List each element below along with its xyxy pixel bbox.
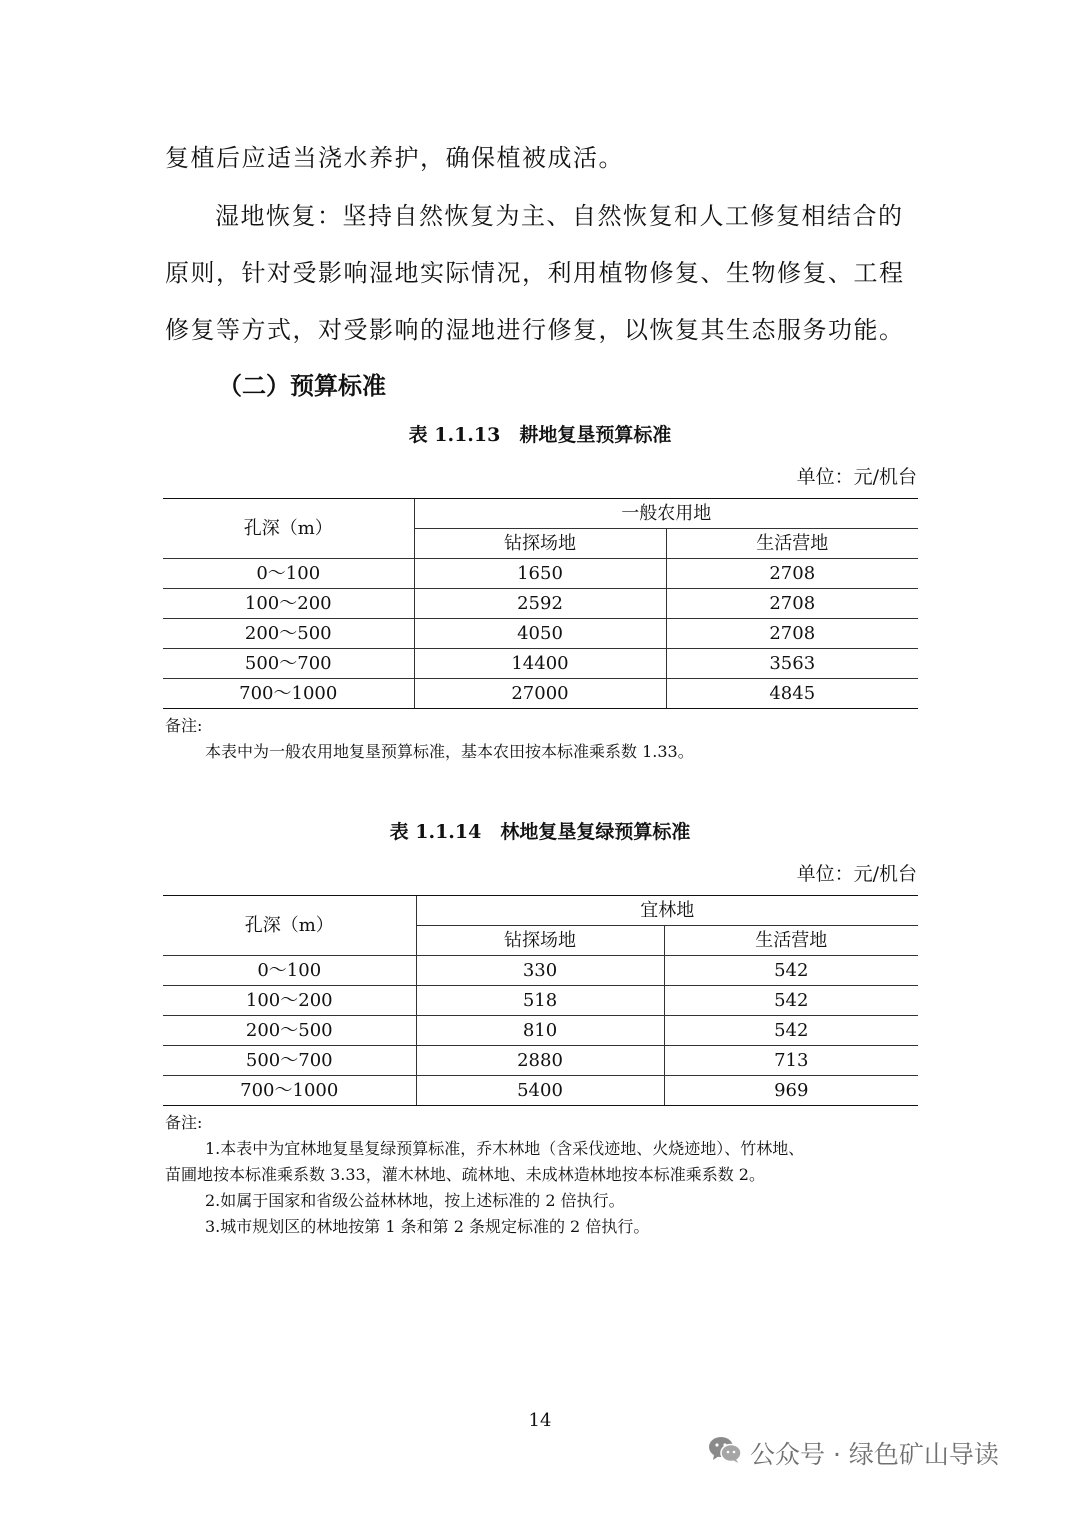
table-row bbox=[163, 619, 918, 649]
watermark-text: 公众号 · 绿色矿山导读 bbox=[750, 1440, 999, 1469]
table-row bbox=[163, 986, 918, 1016]
table1-unit: 单位：元/机台 bbox=[796, 466, 917, 488]
note-title: 备注: bbox=[165, 1113, 203, 1132]
camp-cell: 713 bbox=[664, 1046, 918, 1076]
table-row bbox=[163, 679, 918, 709]
note-line: 本表中为一般农用地复垦预算标准，基本农田按本标准乘系数 1.33。 bbox=[205, 742, 694, 761]
table2-unit: 单位：元/机台 bbox=[796, 863, 917, 885]
drill-cell: 810 bbox=[416, 1016, 664, 1046]
depth-cell: 200～500 bbox=[163, 619, 414, 649]
table2-group-header: 宜林地 bbox=[416, 896, 918, 926]
note-line: 2.如属于国家和省级公益林林地，按上述标准的 2 倍执行。 bbox=[205, 1191, 625, 1210]
drill-cell: 14400 bbox=[414, 649, 666, 679]
table2-col-camp-header: 生活营地 bbox=[664, 926, 918, 956]
camp-cell: 3563 bbox=[666, 649, 918, 679]
drill-cell: 5400 bbox=[416, 1076, 664, 1106]
wechat-icon bbox=[708, 1435, 742, 1471]
note-line: 3.城市规划区的林地按第 1 条和第 2 条规定标准的 2 倍执行。 bbox=[205, 1217, 650, 1236]
table-row bbox=[163, 1016, 918, 1046]
drill-cell: 1650 bbox=[414, 559, 666, 589]
depth-cell: 200～500 bbox=[163, 1016, 416, 1046]
table2-notes bbox=[165, 1110, 925, 1240]
camp-cell: 2708 bbox=[666, 589, 918, 619]
table-row bbox=[163, 1046, 918, 1076]
depth-cell: 100～200 bbox=[163, 589, 414, 619]
table1-depth-header: 孔深（m） bbox=[163, 499, 414, 559]
table-row bbox=[163, 1076, 918, 1106]
drill-cell: 2880 bbox=[416, 1046, 664, 1076]
camp-cell: 542 bbox=[664, 1016, 918, 1046]
wechat-watermark bbox=[708, 1433, 999, 1473]
depth-cell: 700～1000 bbox=[163, 1076, 416, 1106]
paragraph-continuation: 复植后应适当浇水养护，确保植被成活。 bbox=[165, 144, 624, 172]
depth-cell: 700～1000 bbox=[163, 679, 414, 709]
table2 bbox=[163, 895, 918, 1106]
camp-cell: 4845 bbox=[666, 679, 918, 709]
paragraph-wetland-restoration: 湿地恢复：坚持自然恢复为主、自然恢复和人工修复相结合的原则，针对受影响湿地实际情况，利用植物修复、生物修复、工程修复等方式，对受影响的湿地进行修复，以恢复其生态服务功能。 bbox=[165, 202, 905, 344]
depth-cell: 500～700 bbox=[163, 1046, 416, 1076]
table2-depth-header: 孔深（m） bbox=[163, 896, 416, 956]
drill-cell: 4050 bbox=[414, 619, 666, 649]
note-line: 苗圃地按本标准乘系数 3.33，灌木林地、疏林地、未成林造林地按本标准乘系数 2。 bbox=[165, 1165, 765, 1184]
camp-cell: 2708 bbox=[666, 559, 918, 589]
table-row bbox=[163, 956, 918, 986]
table2-col-drill-header: 钻探场地 bbox=[416, 926, 664, 956]
camp-cell: 2708 bbox=[666, 619, 918, 649]
table-row bbox=[163, 589, 918, 619]
camp-cell: 542 bbox=[664, 986, 918, 1016]
page-number: 14 bbox=[528, 1410, 552, 1431]
depth-cell: 500～700 bbox=[163, 649, 414, 679]
table1 bbox=[163, 498, 918, 709]
note-line: 1.本表中为宜林地复垦复绿预算标准，乔木林地（含采伐迹地、火烧迹地）、竹林地、 bbox=[205, 1139, 805, 1158]
depth-cell: 0～100 bbox=[163, 559, 414, 589]
table1-notes bbox=[165, 713, 925, 765]
section-heading: （二）预算标准 bbox=[218, 371, 386, 400]
drill-cell: 2592 bbox=[414, 589, 666, 619]
table1-caption: 表 1.1.13 耕地复垦预算标准 bbox=[408, 424, 672, 446]
table-row bbox=[163, 649, 918, 679]
camp-cell: 542 bbox=[664, 956, 918, 986]
table2-caption: 表 1.1.14 林地复垦复绿预算标准 bbox=[389, 821, 691, 843]
table1-col-camp-header: 生活营地 bbox=[666, 529, 918, 559]
drill-cell: 330 bbox=[416, 956, 664, 986]
camp-cell: 969 bbox=[664, 1076, 918, 1106]
table-row bbox=[163, 559, 918, 589]
drill-cell: 518 bbox=[416, 986, 664, 1016]
drill-cell: 27000 bbox=[414, 679, 666, 709]
depth-cell: 100～200 bbox=[163, 986, 416, 1016]
depth-cell: 0～100 bbox=[163, 956, 416, 986]
table1-group-header: 一般农用地 bbox=[414, 499, 918, 529]
note-title: 备注: bbox=[165, 716, 203, 735]
table1-col-drill-header: 钻探场地 bbox=[414, 529, 666, 559]
